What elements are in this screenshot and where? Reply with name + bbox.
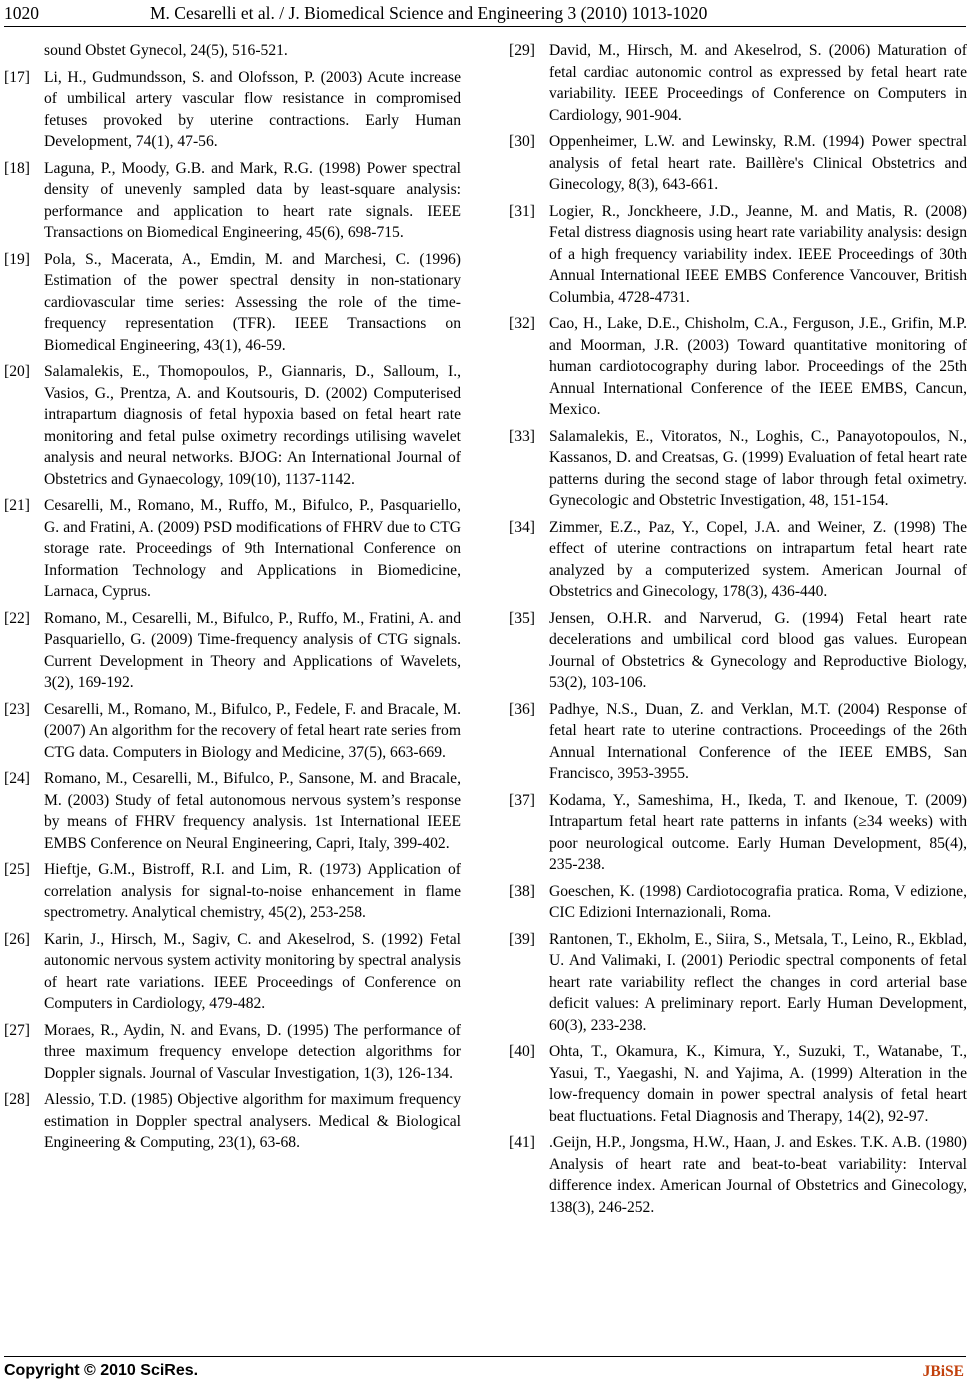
reference-entry [509,426,967,512]
reference-entry [509,1041,967,1127]
reference-text: Oppenheimer, L.W. and Lewinsky, R.M. (1994) Power spectral analysis of fetal heart rate. Baillère's Clinical Obstetrics and Ginecology, 8(3), 643-661. [549,133,967,193]
reference-entry [509,699,967,785]
reference-entry [509,313,967,421]
reference-entry [509,201,967,309]
reference-entry [4,1089,461,1154]
reference-number: [29] [509,42,535,59]
reference-text: sound Obstet Gynecol, 24(5), 516-521. [44,42,288,59]
references-left-column [4,40,461,1159]
reference-text: Padhye, N.S., Duan, Z. and Verklan, M.T. (2004) Response of fetal heart rate to uterine contractions. Proceedings of the 26th Annual International Conference of the IEEE EMBS, San Francisco, 3953-3955. [549,700,967,782]
reference-number: [19] [4,250,30,268]
reference-text: Moraes, R., Aydin, N. and Evans, D. (1995) The performance of three maximum frequency envelope detection algorithms for Doppler signals. Journal of Vascular Investigation, 1(3), 126-134. [44,1021,461,1082]
journal-abbreviation: JBiSE [922,1363,964,1380]
reference-text: Jensen, O.H.R. and Narverud, G. (1994) Fetal heart rate decelerations and umbilical cord blood gas values. European Journal of Obstetrics & Gynecology and Reproductive Biology, 53(2), 103-106. [549,609,967,691]
reference-text: Romano, M., Cesarelli, M., Bifulco, P., Sansone, M. and Bracale, M. (2003) Study of fetal autonomous nervous system’s response by means of FHRV frequency analysis. 1st International IEEE EMBS Conference on Neural Engineering, Capri, Italy, 399-402. [44,770,461,852]
reference-number: [36] [509,700,535,718]
reference-text: Goeschen, K. (1998) Cardiotocografia pratica. Roma, V edizione, CIC Edizioni Internazionali, Roma. [549,882,967,921]
reference-number: [41] [509,1134,535,1151]
reference-entry [4,699,461,764]
reference-entry [4,495,461,603]
reference-entry [509,929,967,1037]
reference-text: Pola, S., Macerata, A., Emdin, M. and Marchesi, C. (1996) Estimation of the power spectral density in non-stationary cardiovascular time series: Assessing the role of the time-frequency representation (TFR). IEEE Transactions on Biomedical Engineering, 43(1), 46-59. [44,250,461,354]
reference-number: [34] [509,518,535,536]
reference-number: [26] [4,930,30,948]
page-header [0,0,970,30]
reference-number: [39] [509,930,535,948]
reference-text: Zimmer, E.Z., Paz, Y., Copel, J.A. and Weiner, Z. (1998) The effect of uterine contractions on intrapartum fetal heart rate analyzed by a computerized system. American Journal of Obstetrics and Ginecology, 178(3), 436-440. [549,518,967,600]
reference-text: Karin, J., Hirsch, M., Sagiv, C. and Akeselrod, S. (1992) Fetal autonomic nervous system activity monitoring by spectral analysis of heart rate variations. IEEE Proceedings of Conference on Computers in Cardiology, 479-482. [44,930,461,1012]
reference-text: Salamalekis, E., Vitoratos, N., Loghis, C., Panayotopoulos, N., Kassanos, D. and Creatsas, G. (1999) Evaluation of fetal heart rate patterns during the second stage of labor through fetal oximetry. Gynecologic and Obstetric Investigation, 48, 151-154. [549,427,967,509]
reference-text: Alessio, T.D. (1985) Objective algorithm for maximum frequency estimation in Doppler spectral analysers. Medical & Biological Engineering & Computing, 23(1), 63-68. [44,1091,461,1151]
reference-entry [4,1020,461,1085]
reference-number: [27] [4,1021,30,1039]
reference-number: [33] [509,427,535,445]
reference-number: [28] [4,1091,30,1108]
reference-entry [4,40,461,62]
reference-number: [17] [4,68,30,86]
reference-entry [4,929,461,1015]
reference-number: [22] [4,609,30,627]
reference-number: [24] [4,770,30,787]
reference-number: [31] [509,202,535,220]
reference-text: Cao, H., Lake, D.E., Chisholm, C.A., Ferguson, J.E., Grifin, M.P. and Moorman, J.R. (2003) Toward quantitative monitoring of human cardiotocography during labor. Proceedings of the 25th Annual International Conference of the IEEE EMBS, Cancun, Mexico. [549,315,967,418]
footer-rule [4,1356,966,1357]
reference-number: [40] [509,1043,535,1060]
reference-text: Romano, M., Cesarelli, M., Bifulco, P., Ruffo, M., Fratini, A. and Pasquariello, G. (2009) Time-frequency analysis of CTG signals. Current Development in Theory and Applications of Wavelets, 3(2), 169-192. [44,609,461,691]
reference-number: [37] [509,791,535,809]
reference-number: [38] [509,882,535,900]
page-footer [0,1352,970,1382]
reference-entry [509,517,967,603]
reference-entry [4,67,461,153]
reference-number: [20] [4,363,30,380]
reference-number: [30] [509,133,535,150]
reference-text: Salamalekis, E., Thomopoulos, P., Giannaris, D., Salloum, I., Vasios, G., Prentza, A. and Koutsouris, D. (2002) Computerised intrapartum diagnosis of fetal hypoxia based on fetal heart rate monitoring and fetal pulse oximetry recordings utilising wavelet analysis and neural networks. BJOG: An International Journal of Obstetrics and Gynaecology, 109(10), 1137-1142. [44,363,461,488]
reference-entry [509,131,967,196]
reference-text: Kodama, Y., Sameshima, H., Ikeda, T. and Ikenoue, T. (2009) Intrapartum fetal heart rate patterns in infants (≥34 weeks) with poor neurological outcome. Early Human Development, 85(4), 235-238. [549,791,967,873]
reference-entry [4,361,461,490]
reference-number: [23] [4,700,30,718]
reference-number: [35] [509,609,535,627]
reference-entry [509,881,967,924]
reference-entry [509,790,967,876]
reference-text: Logier, R., Jonckheere, J.D., Jeanne, M. and Matis, R. (2008) Fetal distress diagnosis using heart rate variability analysis: design of a high frequency variability index. IEEE Proceedings of 30th Annual International IEEE EMBS Conference Vancouver, British Columbia, 4728-4731. [549,202,967,306]
copyright-notice: Copyright © 2010 SciRes. [4,1362,199,1379]
reference-number: [25] [4,861,30,878]
page-number: 1020 [4,3,39,23]
running-title: M. Cesarelli et al. / J. Biomedical Science and Engineering 3 (2010) 1013-1020 [150,3,708,23]
reference-text: Rantonen, T., Ekholm, E., Siira, S., Metsala, T., Leino, R., Ekblad, U. And Valimaki, I. (2001) Periodic spectral components of fetal heart rate variability reflect the changes in cord arterial base deficit values: A preliminary report. Early Human Development, 60(3), 233-238. [549,930,967,1034]
reference-entry [4,158,461,244]
reference-entry [509,608,967,694]
reference-entry [4,608,461,694]
reference-entry [4,859,461,924]
reference-entry [4,768,461,854]
reference-text: Laguna, P., Moody, G.B. and Mark, R.G. (1998) Power spectral density of unevenly sampled data by least-square analysis: performance and application to heart rate signals. IEEE Transactions on Biomedical Engineering, 45(6), 698-715. [44,159,461,241]
reference-entry [509,1132,967,1218]
reference-entry [4,249,461,357]
reference-text: .Geijn, H.P., Jongsma, H.W., Haan, J. and Eskes. T.K. A.B. (1980) Analysis of heart rate and beat-to-beat variability: Interval difference index. American Journal of Obstetrics and Ginecology, 138(3), 246-252. [549,1134,967,1216]
reference-text: Ohta, T., Okamura, K., Kimura, Y., Suzuki, T., Watanabe, T., Yasui, T., Yaegashi, N. and Yajima, A. (1999) Alteration in the low-frequency domain in power spectral analysis of fetal heart beat fluctuations. Fetal Diagnosis and Therapy, 14(2), 92-97. [549,1043,967,1125]
reference-entry [509,40,967,126]
references-right-column [509,40,967,1223]
reference-text: Cesarelli, M., Romano, M., Ruffo, M., Bifulco, P., Pasquariello, G. and Fratini, A. (2009) PSD modifications of FHRV due to CTG storage rate. Proceedings of 9th International Conference on Information Technology and Applications in Biomedicine, Larnaca, Cyprus. [44,497,461,600]
reference-number: [32] [509,315,535,332]
header-rule [4,26,966,27]
reference-text: Hieftje, G.M., Bistroff, R.I. and Lim, R. (1973) Application of correlation analysis for signal-to-noise enhancement in flame spectrometry. Analytical chemistry, 45(2), 253-258. [44,861,461,921]
reference-text: David, M., Hirsch, M. and Akeselrod, S. (2006) Maturation of fetal cardiac autonomic control as expressed by fetal heart rate variability. IEEE Proceedings of Conference on Computers in Cardiology, 901-904. [549,42,967,124]
reference-text: Cesarelli, M., Romano, M., Bifulco, P., Fedele, F. and Bracale, M. (2007) An algorithm for the recovery of fetal heart rate series from CTG data. Computers in Biology and Medicine, 37(5), 663-669. [44,700,461,761]
reference-number: [21] [4,497,30,514]
reference-number: [18] [4,159,30,177]
reference-text: Li, H., Gudmundsson, S. and Olofsson, P. (2003) Acute increase of umbilical artery vascular flow resistance in compromised fetuses provoked by uterine contractions. Early Human Development, 74(1), 47-56. [44,68,461,150]
